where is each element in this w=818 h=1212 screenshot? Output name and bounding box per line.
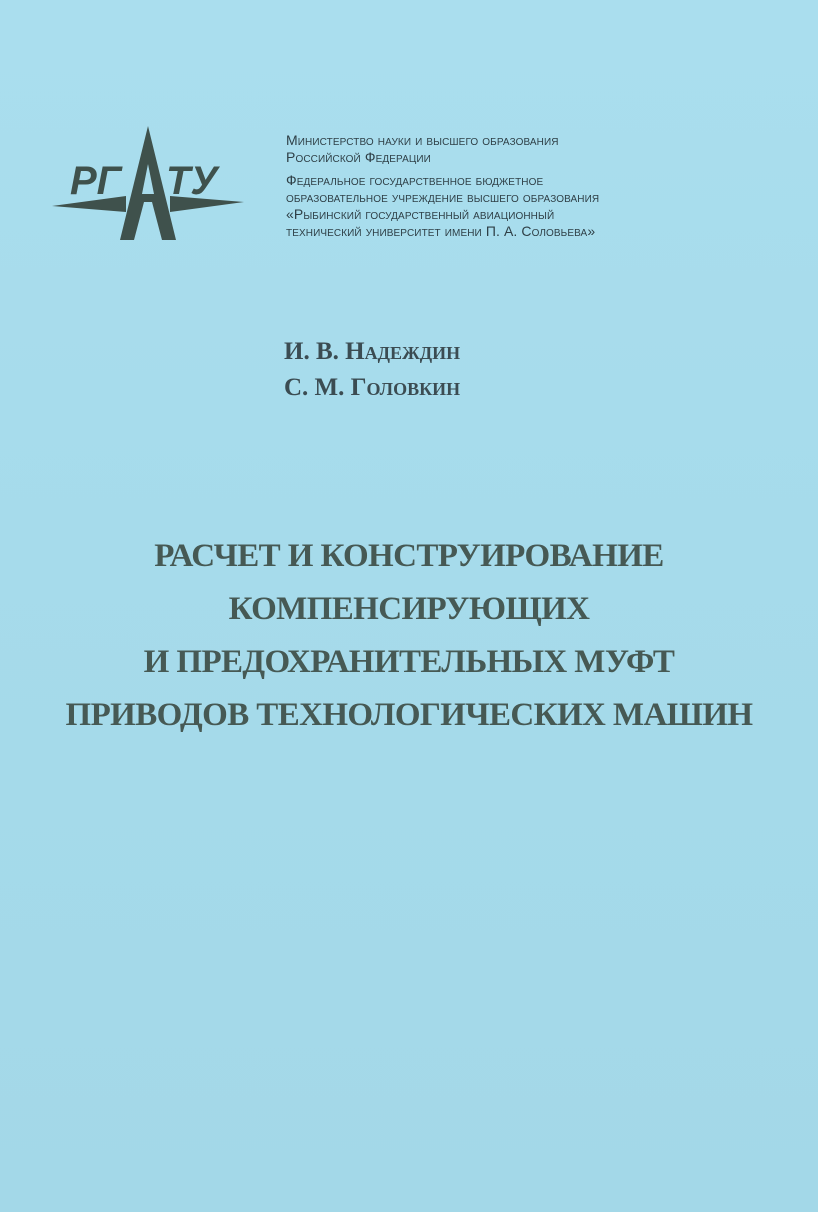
ministry-line-2: Российской Федерации [286, 149, 431, 165]
university-line-4: технический университет имени П. А. Соловьева» [286, 223, 596, 239]
university-name [286, 172, 786, 240]
author-1: И. В. Надеждин [284, 338, 461, 365]
authors [284, 334, 684, 406]
university-line-1: Федеральное государственное бюджетное [286, 172, 544, 188]
author-2: С. М. Головкин [284, 374, 461, 401]
title-line-4: ПРИВОДОВ ТЕХНОЛОГИЧЕСКИХ МАШИН [65, 697, 753, 733]
rgatu-emblem-icon [48, 122, 248, 246]
logo-text-right: ТУ [166, 159, 218, 203]
logo-text-left: РГ [70, 159, 122, 203]
ministry-line-1: Министерство науки и высшего образования [286, 132, 559, 148]
university-logo [48, 122, 248, 246]
title-line-1: РАСЧЕТ И КОНСТРУИРОВАНИЕ [154, 538, 664, 574]
issuing-organization [286, 132, 786, 240]
title-line-3: И ПРЕДОХРАНИТЕЛЬНЫХ МУФТ [143, 644, 675, 680]
university-line-2: образовательное учреждение высшего образования [286, 189, 600, 205]
book-title [20, 530, 798, 742]
ministry-name [286, 132, 786, 166]
title-line-2: КОМПЕНСИРУЮЩИХ [228, 591, 590, 627]
university-line-3: «Рыбинский государственный авиационный [286, 206, 555, 222]
